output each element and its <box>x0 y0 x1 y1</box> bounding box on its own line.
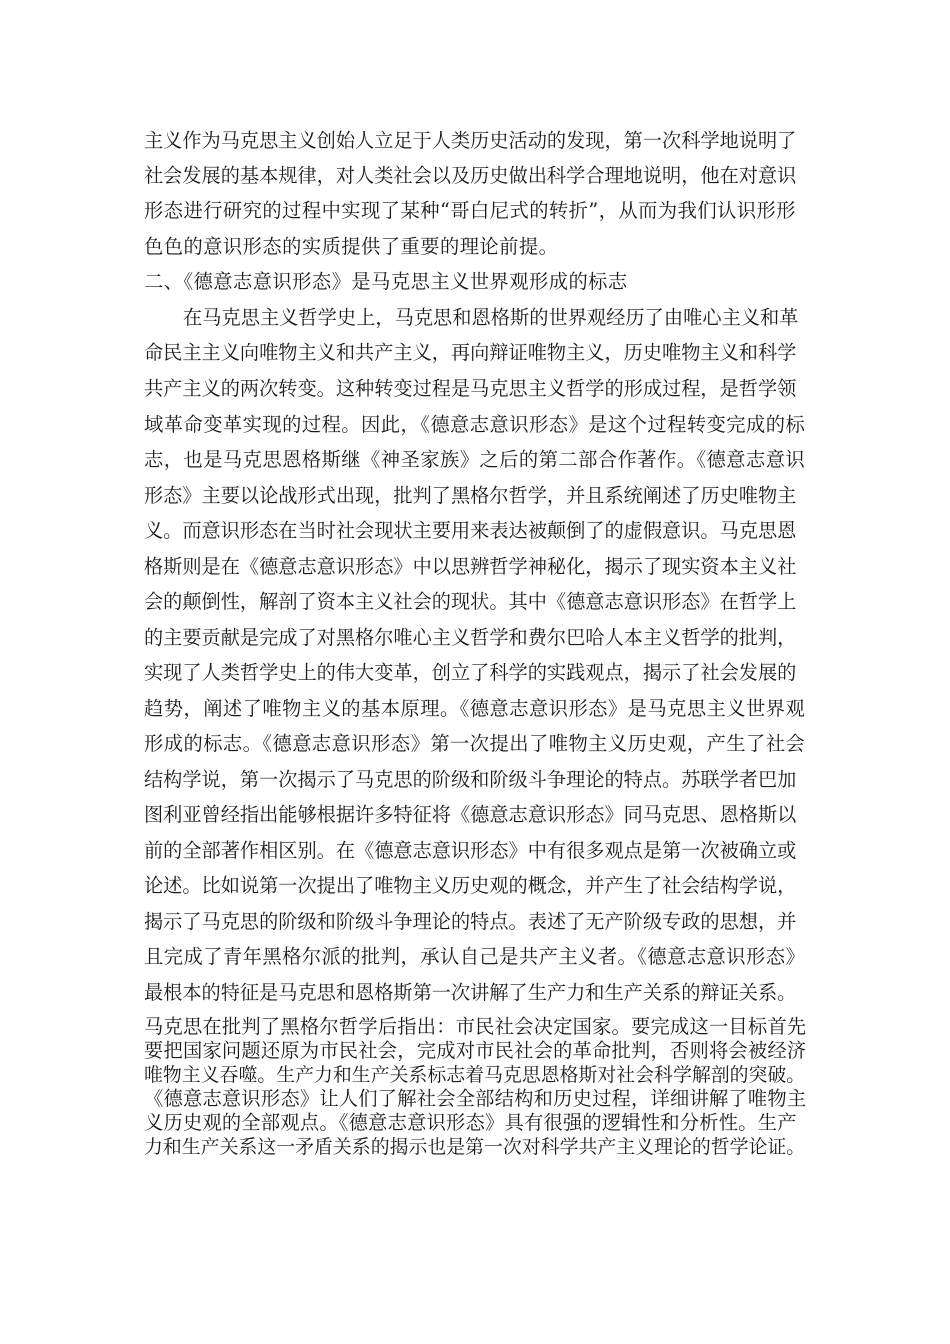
text-line: 揭示了马克思的阶级和阶级斗争理论的特点。表述了无产阶级专政的思想，并 <box>144 910 797 933</box>
text-line: 实现了人类哲学史上的伟大变革，创立了科学的实践观点，揭示了社会发展的 <box>144 661 797 684</box>
text-line: 命民主主义向唯物主义和共产主义，再向辩证唯物主义，历史唯物主义和科学 <box>144 341 797 364</box>
text-line: 格斯则是在《德意志意识形态》中以思辨哲学神秘化，揭示了现实资本主义社 <box>144 555 797 578</box>
text-line: 会的颠倒性，解剖了资本主义社会的现状。其中《德意志意识形态》在哲学上 <box>144 590 797 613</box>
text-line: 形成的标志。《德意志意识形态》第一次提出了唯物主义历史观，产生了社会 <box>144 732 806 755</box>
text-line: 志，也是马克思恩格斯继《神圣家族》之后的第二部合作著作。《德意志意识 <box>144 448 806 471</box>
text-line: 《德意志意识形态》让人们了解社会全部结构和历史过程，详细讲解了唯物主 <box>144 1087 807 1110</box>
text-line: 图利亚曾经指出能够根据许多特征将《德意志意识形态》同马克思、恩格斯以 <box>144 803 797 826</box>
text-line: 趋势，阐述了唯物主义的基本原理。《德意志意识形态》是马克思主义世界观 <box>144 697 806 720</box>
text-line: 形态进行研究的过程中实现了某种“哥白尼式的转折”，从而为我们认识形形 <box>144 199 797 222</box>
text-line: 义历史观的全部观点。《德意志意识形态》具有很强的逻辑性和分析性。生产 <box>144 1111 797 1134</box>
text-line: 域革命变革实现的过程。因此，《德意志意识形态》是这个过程转变完成的标 <box>144 413 806 436</box>
text-line: 在马克思主义哲学史上，马克思和恩格斯的世界观经历了由唯心主义和革 <box>183 306 799 329</box>
text-line: 主义作为马克思主义创始人立足于人类历史活动的发现，第一次科学地说明了 <box>144 129 797 152</box>
text-line: 社会发展的基本规律，对人类社会以及历史做出科学合理地说明，他在对意识 <box>144 164 797 187</box>
text-line: 义。而意识形态在当时社会现状主要用来表达被颠倒了的虚假意识。马克思恩 <box>144 519 797 542</box>
text-line: 色色的意识形态的实质提供了重要的理论前提。 <box>144 235 559 258</box>
text-line: 马克思在批判了黑格尔哲学后指出：市民社会决定国家。要完成这一目标首先 <box>144 1015 807 1038</box>
text-line: 论述。比如说第一次提出了唯物主义历史观的概念，并产生了社会结构学说， <box>144 874 797 897</box>
text-line: 前的全部著作相区别。在《德意志意识形态》中有很多观点是第一次被确立或 <box>144 839 797 862</box>
text-line: 力和生产关系这一矛盾关系的揭示也是第一次对科学共产主义理论的哲学论证。 <box>144 1136 806 1158</box>
text-line: 共产主义的两次转变。这种转变过程是马克思主义哲学的形成过程，是哲学领 <box>144 377 797 400</box>
text-line: 要把国家问题还原为市民社会，完成对市民社会的革命批判，否则将会被经济 <box>144 1039 807 1062</box>
text-line: 且完成了青年黑格尔派的批判，承认自己是共产主义者。《德意志意识形态》 <box>144 945 806 968</box>
text-line: 唯物主义吞噬。生产力和生产关系标志着马克思恩格斯对社会科学解剖的突破。 <box>144 1064 806 1086</box>
text-line: 最根本的特征是马克思和恩格斯第一次讲解了生产力和生产关系的辩证关系。 <box>144 981 797 1004</box>
text-line: 结构学说，第一次揭示了马克思的阶级和阶级斗争理论的特点。苏联学者巴加 <box>144 768 797 791</box>
section-heading: 二、《德意志意识形态》是马克思主义世界观形成的标志 <box>144 270 628 293</box>
text-line: 的主要贡献是完成了对黑格尔唯心主义哲学和费尔巴哈人本主义哲学的批判， <box>144 626 797 649</box>
text-line: 形态》主要以论战形式出现，批判了黑格尔哲学，并且系统阐述了历史唯物主 <box>144 484 797 507</box>
